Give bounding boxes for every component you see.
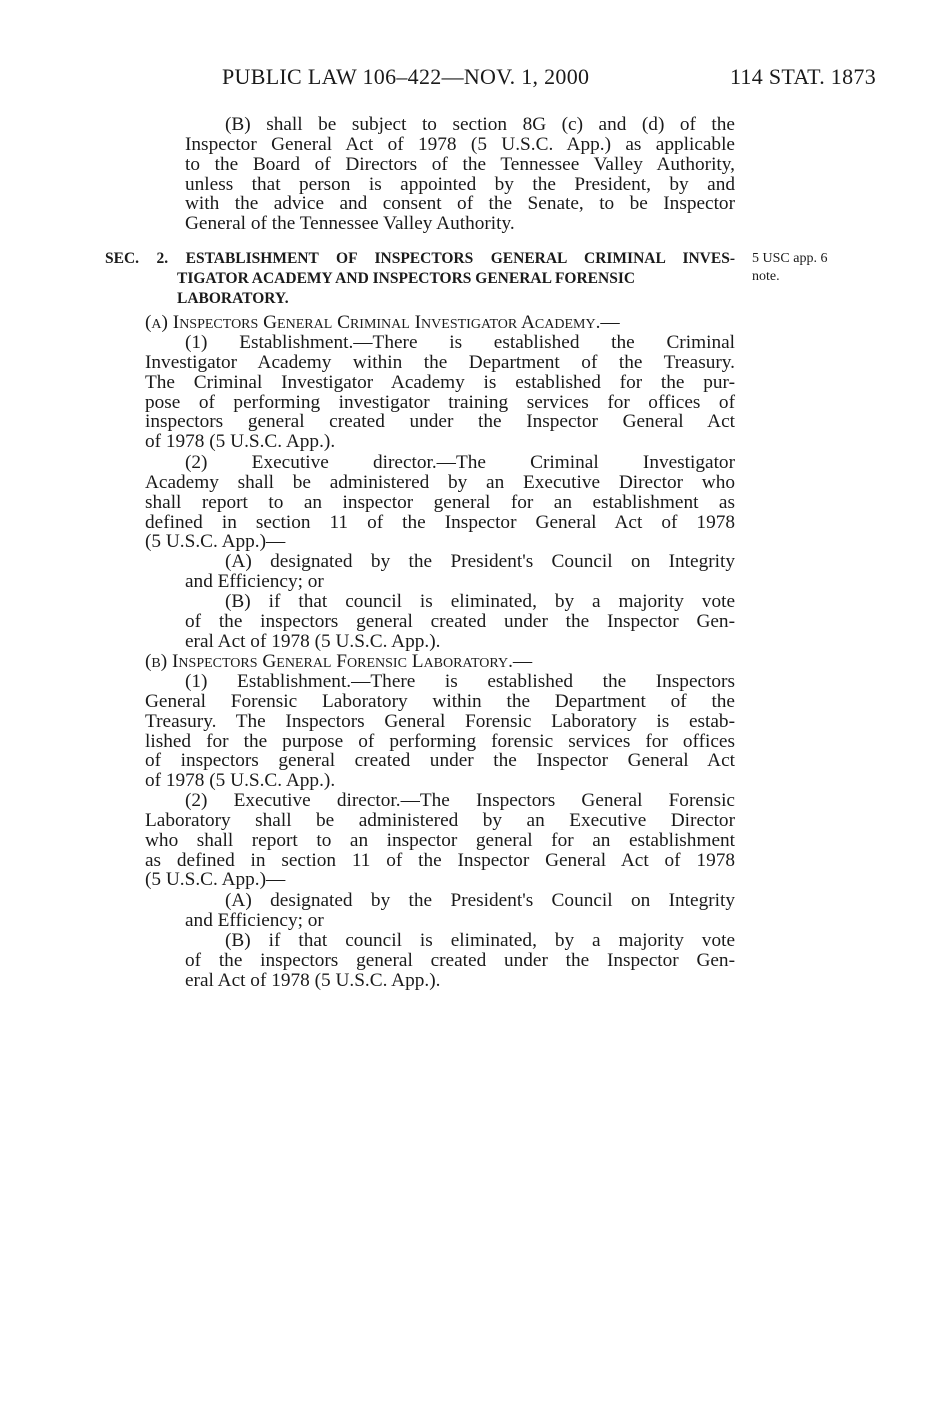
subsection-a-clause-a [185,552,735,592]
running-header [222,64,876,94]
section-heading-line: LABORATORY. [177,290,289,307]
subsection-b-heading [145,652,735,672]
text-line: General Forensic Laboratory within the Department of the [145,690,735,712]
subsection-heading-text: (a) Inspectors General Criminal Investigator Academy.— [145,312,620,333]
text-line: (5 U.S.C. App.)— [145,869,286,891]
text-line: (1) Establishment.—There is established the Inspectors [185,671,735,692]
text-line: lished for the purpose of performing forensic services for offices [145,730,735,752]
margin-note-line: note. [752,269,780,284]
text-line: Inspector General Act of 1978 (5 U.S.C. App.) as applicable [185,133,735,155]
text-line: Laboratory shall be administered by an Executive Director [145,809,735,831]
text-line: (B) if that council is eliminated, by a majority vote [225,930,735,951]
subsection-a-heading [145,313,735,333]
text-line: (2) Executive director.—The Inspectors General Forensic [185,790,735,811]
header-public-law: PUBLIC LAW 106–422—NOV. 1, 2000 [222,64,590,89]
text-line: (1) Establishment.—There is established the Criminal [185,332,735,353]
intro-paragraph-b [185,115,735,234]
text-line: of inspectors general created under the Inspector General Act [145,750,735,772]
text-line: The Criminal Investigator Academy is established for the pur- [145,371,735,393]
section-heading-line: SEC. 2. ESTABLISHMENT OF INSPECTORS GENERAL CRIMINAL INVES- [105,250,735,267]
text-line: eral Act of 1978 (5 U.S.C. App.). [185,969,441,991]
text-line: (A) designated by the President's Council on Integrity [225,551,735,572]
text-line: and Efficiency; or [185,570,324,592]
subsection-b-clause-a [185,891,735,931]
subsection-heading-text: (b) Inspectors General Forensic Laboratory.— [145,651,533,672]
text-line: and Efficiency; or [185,909,324,931]
subsection-a-paragraph-2 [145,453,735,552]
text-line: of the inspectors general created under the Inspector Gen- [185,610,735,632]
text-line: who shall report to an inspector general for an establishment [145,829,735,851]
subsection-b-paragraph-2 [145,791,735,890]
text-line: (5 U.S.C. App.)— [145,531,286,553]
text-line: defined in section 11 of the Inspector General Act of 1978 [145,511,735,533]
text-line: inspectors general created under the Inspector General Act [145,411,735,433]
text-line: as defined in section 11 of the Inspector General Act of 1978 [145,849,735,871]
text-line: pose of performing investigator training services for offices of [145,391,735,413]
section-heading [105,249,735,309]
text-line: unless that person is appointed by the President, by and [185,173,735,195]
subsection-a-clause-b [185,592,735,652]
section-heading-line: TIGATOR ACADEMY AND INSPECTORS GENERAL FORENSIC [177,270,636,287]
text-line: eral Act of 1978 (5 U.S.C. App.). [185,630,441,652]
text-line: Treasury. The Inspectors General Forensic Laboratory is estab- [145,710,735,732]
subsection-b-clause-b [185,931,735,991]
margin-note-citation [752,250,862,286]
text-line: of the inspectors general created under the Inspector Gen- [185,949,735,971]
header-stat-page: 114 STAT. 1873 [729,64,876,89]
text-line: shall report to an inspector general for an establishment as [145,491,735,513]
text-line: (A) designated by the President's Council on Integrity [225,890,735,911]
text-line: General of the Tennessee Valley Authority. [185,213,515,235]
margin-note-line: 5 USC app. 6 [752,251,828,266]
text-line: (B) if that council is eliminated, by a majority vote [225,591,735,612]
text-line: of 1978 (5 U.S.C. App.). [145,770,336,792]
subsection-b-paragraph-1 [145,672,735,791]
text-line: (2) Executive director.—The Criminal Investigator [185,452,735,473]
text-line: with the advice and consent of the Senate, to be Inspector [185,193,735,215]
text-line: (B) shall be subject to section 8G (c) and (d) of the [225,114,735,135]
text-line: of 1978 (5 U.S.C. App.). [145,431,336,453]
text-line: to the Board of Directors of the Tennessee Valley Authority, [185,153,735,175]
text-line: Academy shall be administered by an Executive Director who [145,471,735,493]
subsection-a-paragraph-1 [145,333,735,452]
text-line: Investigator Academy within the Department of the Treasury. [145,351,735,373]
